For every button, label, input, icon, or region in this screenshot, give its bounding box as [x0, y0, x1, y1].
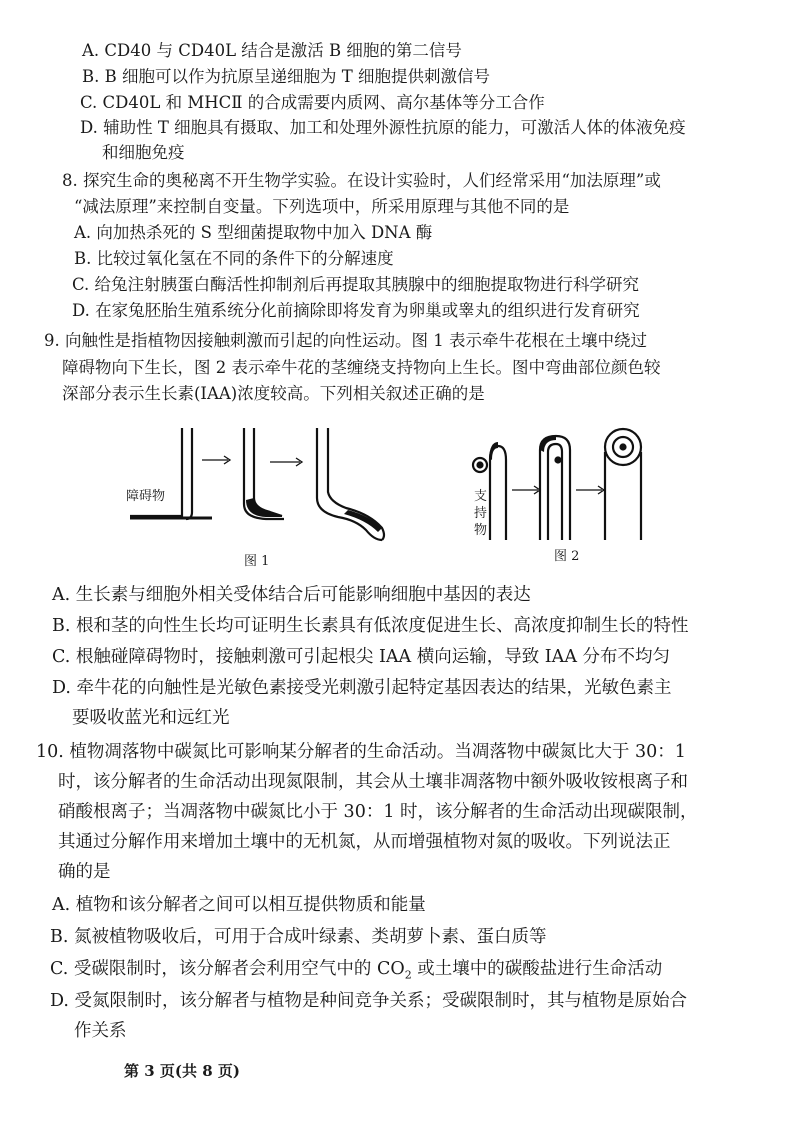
figure-2-stem-diagram: [460, 420, 660, 550]
q10-option-d-line1: D. 受氮限制时，该分解者与植物是种间竞争关系；受碳限制时，其与植物是原始合: [50, 991, 688, 1011]
q10-option-c-text-end: 或土壤中的碳酸盐进行生命活动: [411, 959, 663, 979]
figure-1-caption: 图 1: [244, 554, 270, 569]
q7-option-d-line2: 和细胞免疫: [102, 143, 185, 162]
q9-stem-line2: 障碍物向下生长，图 2 表示牵牛花的茎缠绕支持物向上生长。图中弯曲部位颜色较: [62, 358, 661, 377]
q9-stem-line1: 9. 向触性是指植物因接触刺激而引起的向性运动。图 1 表示牵牛花根在土壤中绕过: [44, 331, 647, 350]
q10-option-a: A. 植物和该分解者之间可以相互提供物质和能量: [52, 895, 426, 915]
q8-option-a: A. 向加热杀死的 S 型细菌提取物中加入 DNA 酶: [74, 223, 433, 242]
q8-option-b: B. 比较过氧化氢在不同的条件下的分解速度: [74, 249, 394, 268]
q8-option-d: D. 在家兔胚胎生殖系统分化前摘除即将发育为卵巢或睾丸的组织进行发育研究: [72, 301, 640, 320]
co2-subscript: 2: [404, 968, 412, 982]
q7-option-a: A. CD40 与 CD40L 结合是激活 B 细胞的第二信号: [82, 41, 462, 60]
q9-option-c: C. 根触碰障碍物时，接触刺激可引起根尖 IAA 横向运输，导致 IAA 分布不均匀: [52, 647, 671, 667]
q10-option-c-text: C. 受碳限制时，该分解者会利用空气中的 CO: [50, 959, 405, 979]
q7-option-c: C. CD40L 和 MHCⅡ 的合成需要内质网、高尔基体等分工合作: [80, 93, 545, 112]
q8-option-c: C. 给兔注射胰蛋白酶活性抑制剂后再提取其胰腺中的细胞提取物进行科学研究: [72, 275, 640, 294]
figure-2-caption: 图 2: [554, 549, 580, 564]
q10-option-d-line2: 作关系: [74, 1021, 127, 1041]
q9-option-d-line1: D. 牵牛花的向触性是光敏色素接受光刺激引起特定基因表达的结果，光敏色素主: [52, 678, 672, 698]
page-number: 第 3 页(共 8 页): [124, 1062, 240, 1080]
q9-option-b: B. 根和茎的向性生长均可证明生长素具有低浓度促进生长、高浓度抑制生长的特性: [52, 616, 689, 636]
q8-stem-line2: “减法原理”来控制自变量。下列选项中，所采用原理与其他不同的是: [74, 197, 570, 216]
q9-stem-line3: 深部分表示生长素(IAA)浓度较高。下列相关叙述正确的是: [62, 384, 485, 403]
q7-option-d-line1: D. 辅助性 T 细胞具有摄取、加工和处理外源性抗原的能力，可激活人体的体液免疫: [80, 118, 686, 137]
q9-option-d-line2: 要吸收蓝光和远红光: [72, 708, 230, 728]
q8-stem-line1: 8. 探究生命的奥秘离不开生物学实验。在设计实验时，人们经常采用“加法原理”或: [62, 171, 661, 190]
q10-stem-line1: 10. 植物凋落物中碳氮比可影响某分解者的生命活动。当凋落物中碳氮比大于 30：1: [36, 742, 686, 762]
q10-option-b: B. 氮被植物吸收后，可用于合成叶绿素、类胡萝卜素、蛋白质等: [50, 927, 547, 947]
q9-option-a: A. 生长素与细胞外相关受体结合后可能影响细胞中基因的表达: [52, 585, 531, 605]
figure-2-support-label: 支持物: [474, 489, 488, 538]
q10-stem-line2: 时，该分解者的生命活动出现氮限制，其会从土壤非凋落物中额外吸收铵根离子和: [58, 772, 688, 792]
figure-1-barrier-label: 障碍物: [126, 489, 166, 504]
q7-option-b: B. B 细胞可以作为抗原呈递细胞为 T 细胞提供刺激信号: [82, 67, 490, 86]
q10-stem-line4: 其通过分解作用来增加土壤中的无机氮，从而增强植物对氮的吸收。下列说法正: [58, 832, 671, 852]
q10-stem-line3: 硝酸根离子；当凋落物中碳氮比小于 30：1 时，该分解者的生命活动出现碳限制，: [58, 802, 698, 822]
q10-stem-line5: 确的是: [58, 862, 111, 882]
